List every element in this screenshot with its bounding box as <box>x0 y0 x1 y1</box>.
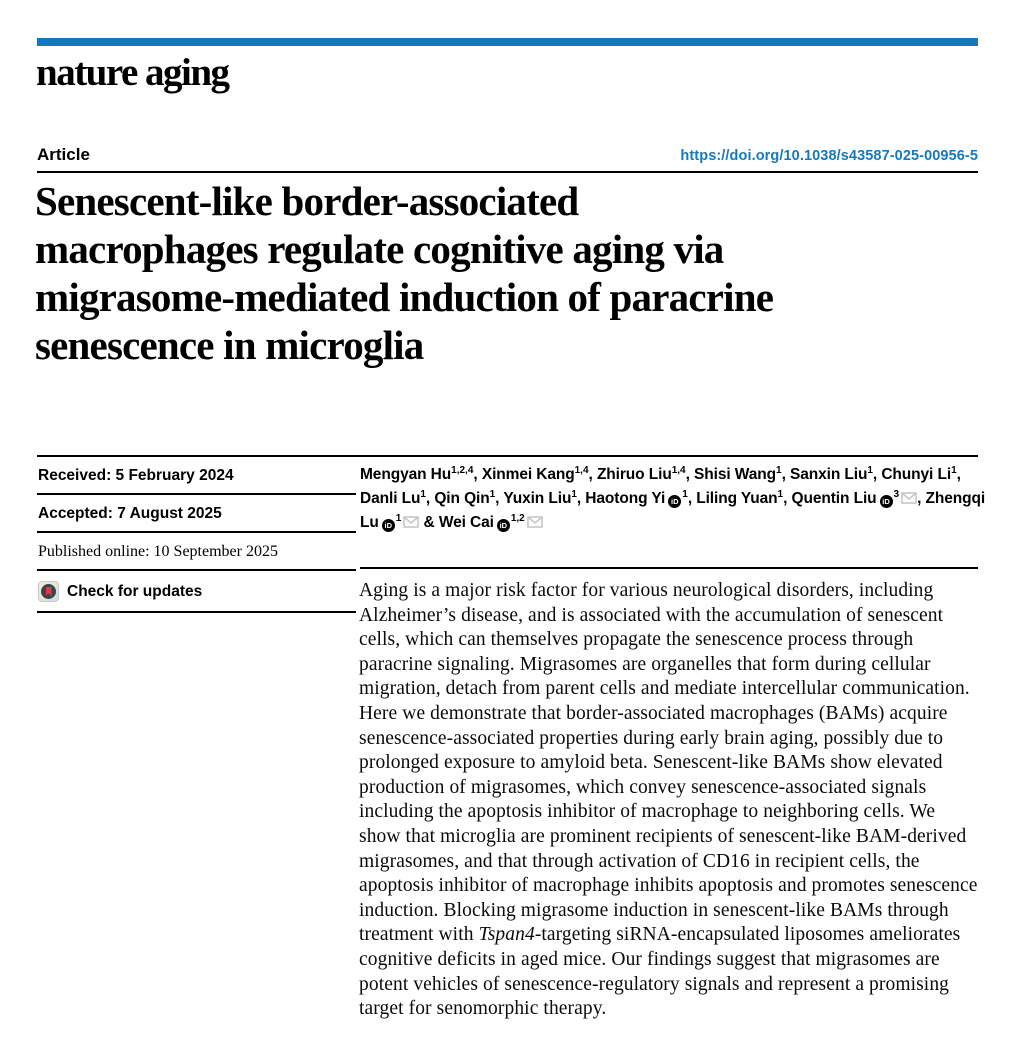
author-name: Qin Qin <box>434 489 490 507</box>
crossmark-icon <box>38 581 59 602</box>
abstract-text <box>359 579 981 1022</box>
author-name: Quentin Liu <box>791 489 877 507</box>
orcid-icon[interactable]: iD <box>880 495 893 508</box>
author <box>881 466 956 483</box>
email-icon[interactable] <box>901 488 917 512</box>
abstract-italic-term: Tspan4 <box>478 924 535 946</box>
article-history-sidebar <box>37 457 356 613</box>
affiliation-superscript: 1,2,4 <box>451 464 474 476</box>
abstract-divider <box>360 567 978 569</box>
affiliation-superscript: 1 <box>395 512 402 524</box>
author-name: Mengyan Hu <box>360 466 452 483</box>
orcid-icon[interactable]: iD <box>382 519 395 532</box>
check-for-updates-button[interactable] <box>37 571 356 613</box>
affiliation-superscript: 1 <box>867 464 873 476</box>
author <box>434 490 495 507</box>
author <box>597 466 686 483</box>
author-name: Shisi Wang <box>694 466 776 483</box>
affiliation-superscript: 1 <box>776 464 782 476</box>
author <box>792 490 918 507</box>
author <box>585 490 688 507</box>
published-date: Published online: 10 September 2025 <box>37 533 356 571</box>
affiliation-superscript: 1 <box>777 488 784 500</box>
author <box>482 466 589 483</box>
orcid-icon[interactable]: iD <box>497 519 510 532</box>
author <box>439 514 543 531</box>
author-name: Liling Yuan <box>696 489 778 507</box>
article-type-label: Article <box>37 145 90 164</box>
author <box>360 466 473 483</box>
masthead-accent-bar <box>37 38 978 46</box>
author <box>790 466 873 483</box>
accepted-date: Accepted: 7 August 2025 <box>37 495 356 533</box>
affiliation-superscript: 1 <box>682 488 688 500</box>
article-title-line: migrasome-mediated induction of paracrine <box>35 274 774 320</box>
abstract-segment: -targeting siRNA-encapsulated liposomes ameliorates cognitive deficits in aged mice. Our findings suggest that migrasomes are potent vehicles of senescence-regulatory signals and represent a promising target for senomorphic therapy. <box>359 924 961 1020</box>
affiliation-superscript: 1 <box>489 488 496 500</box>
article-title-line: Senescent-like border-associated <box>35 178 579 224</box>
email-icon[interactable] <box>403 512 419 536</box>
article-title-line: macrophages regulate cognitive aging via <box>35 226 724 272</box>
author <box>503 490 577 507</box>
affiliation-superscript: 1 <box>571 488 577 500</box>
check-for-updates-label: Check for updates <box>67 583 203 600</box>
author-name: Haotong Yi <box>585 489 666 507</box>
author-name: Sanxin Liu <box>789 466 868 483</box>
affiliation-superscript: 1,4 <box>671 464 686 476</box>
author-name: Xinmei Kang <box>481 466 575 483</box>
author-name: Danli Lu <box>360 489 421 507</box>
affiliation-superscript: 1 <box>951 464 957 476</box>
affiliation-superscript: 1 <box>420 488 426 500</box>
author-name: Zhengqi Lu <box>360 489 986 531</box>
orcid-icon[interactable]: iD <box>668 495 681 508</box>
header-divider <box>37 171 978 173</box>
abstract-segment: Aging is a major risk factor for various neurological disorders, including Alzheimer’s disease, and is associated with the accumulation of senescent cells, which can themselves propagate the senescence process through paracrine signaling. Migrasomes are organelles that form during cellular migration, detach from parent cells and mediate intercellular communication. Here we demonstrate that border-associated macrophages (BAMs) acquire senescence-associated properties during early brain aging, possibly due to prolonged exposure to amyloid beta. Senescent-like BAMs show elevated production of migrasomes, which convey senescence-associated signals including the apoptosis inhibitor of macrophage to neighboring cells. We show that microglia are prominent recipients of senescent-like BAM-derived migrasomes, and that through activation of CD16 in recipient cells, the apoptosis inhibitor of macrophage inhibits apoptosis and promotes senescence induction. Blocking migrasome induction in senescent-like BAMs through treatment with <box>359 580 978 946</box>
article-title <box>35 177 985 369</box>
doi-link[interactable]: https://doi.org/10.1038/s43587-025-00956-5 <box>680 148 978 164</box>
article-title-line: senescence in microglia <box>35 322 424 368</box>
author-list: Mengyan Hu$^{1,2,4}$, Xinmei Kang$^{1,4}$, Zhiruo Liu$^{1,4}$, Shisi Wang$^1$, Sanxin Liu$^1$, Chunyi Li$^1$, Danli Lu$^1$, Qin Qin$^1$, Yuxin Liu$^1$, Haotong Yi $iD^1$, Liling Yuan$^1$, Quentin Liu $iD^3$ , Zhengqi Lu $iD^1$ & Wei Cai iD$^{1,2}$ <box>360 463 990 536</box>
affiliation-superscript: 1,4 <box>574 464 589 476</box>
author <box>360 490 426 507</box>
author-name: Yuxin Liu <box>503 489 572 507</box>
email-icon[interactable] <box>527 512 543 536</box>
affiliation-superscript: 3 <box>893 488 900 500</box>
affiliation-superscript: 1,2 <box>510 512 525 524</box>
author-name: Chunyi Li <box>881 466 952 483</box>
author <box>696 490 783 507</box>
author-name: Zhiruo Liu <box>596 466 672 483</box>
journal-logo: nature aging <box>36 51 229 94</box>
author <box>694 466 782 483</box>
author-name: Wei Cai <box>438 514 494 531</box>
received-date: Received: 5 February 2024 <box>37 457 356 495</box>
